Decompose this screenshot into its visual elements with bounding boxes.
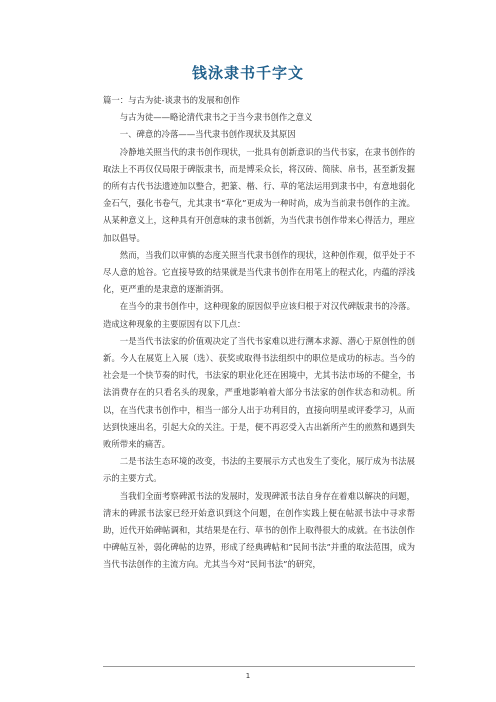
paragraph: 然而，当我们以审慎的态度关照当代隶书创作的现状，这种创作观，似乎处于不尽人意的尬谷。它直接导致的结果就是当代隶书创作在用笔上的程式化，内蕴的浮浅化，更严重的是隶意的逐渐消弭。 (103, 249, 415, 295)
footer-divider (103, 666, 415, 667)
paragraph: 一、碑意的冷落——当代隶书创作现状及其原因 (119, 129, 296, 140)
document-body (103, 92, 415, 574)
paragraph: 二是书法生态环境的改变，书法的主要展示方式也发生了变化，展厅成为书法展示的主要方式。 (103, 456, 415, 484)
paragraph: 与古为徒——略论清代隶书之于当今隶书创作之意义 (119, 112, 313, 123)
section-heading: 篇一：与古为徒-谈隶书的发展和创作 (103, 95, 240, 105)
paragraph: 一是当代书法家的价值观决定了当代书家难以进行溯本求源、潜心于原创性的创新。今人在展览上入展（选）、获奖或取得书法组织中的职位是成功的标志。当今的社会是一个快节奏的时代，书法家的职业化还在困境中，尤其书法市场的不健全，书法消费存在的只看名头的现象，严重地影响着大部分书法家的创作状态和动机。所以，在当代隶书创作中，相当一部分人出于功利目的，直接向明星或评委学习，从而达到快速出名，引起大众的关注。于是，便不再忍受入古出新所产生的煎熬和遇到失败所带来的痛苦。 (103, 335, 415, 450)
page-number: 1 (245, 672, 251, 680)
paragraph: 冷静地关照当代的隶书创作现状，一批具有创新意识的当代书家，在隶书创作的取法上不再仅仅局限于碑版隶书，而是博采众长，将汉砖、简牍、帛书，甚至新发掘的所有古代书法遗迹加以整合，把篆、楷、行、草的笔法运用到隶书中，有意地弱化金石气，强化书卷气，尤其隶书“草化”更成为一种时尚，成为当前隶书创作的主流。从某种意义上，这种具有开创意味的隶书创新，为当代隶书创作带来心得活力，理应加以倡导。 (103, 146, 415, 243)
document-title: 钱泳隶书千字文 (191, 64, 304, 82)
paragraph: 在当今的隶书创作中，这种现象的原因似乎应该归根于对汉代碑版隶书的冷落。造成这种现象的主要原因有以下几点： (103, 301, 415, 329)
paragraph: 当我们全面考察碑派书法的发展时，发现碑派书法自身存在着难以解决的问题，清末的碑派书法家已经开始意识到这个问题，在创作实践上便在帖派书法中寻求帮助，近代开始碑帖调和，其结果是在行、草书的创作上取得很大的成就。在书法创作中碑帖互补，弱化碑帖的边界，形成了经典碑帖和“民间书法”并重的取法范围，成为当代书法创作的主流方向。尤其当今对“民间书法”的研究， (103, 490, 415, 570)
